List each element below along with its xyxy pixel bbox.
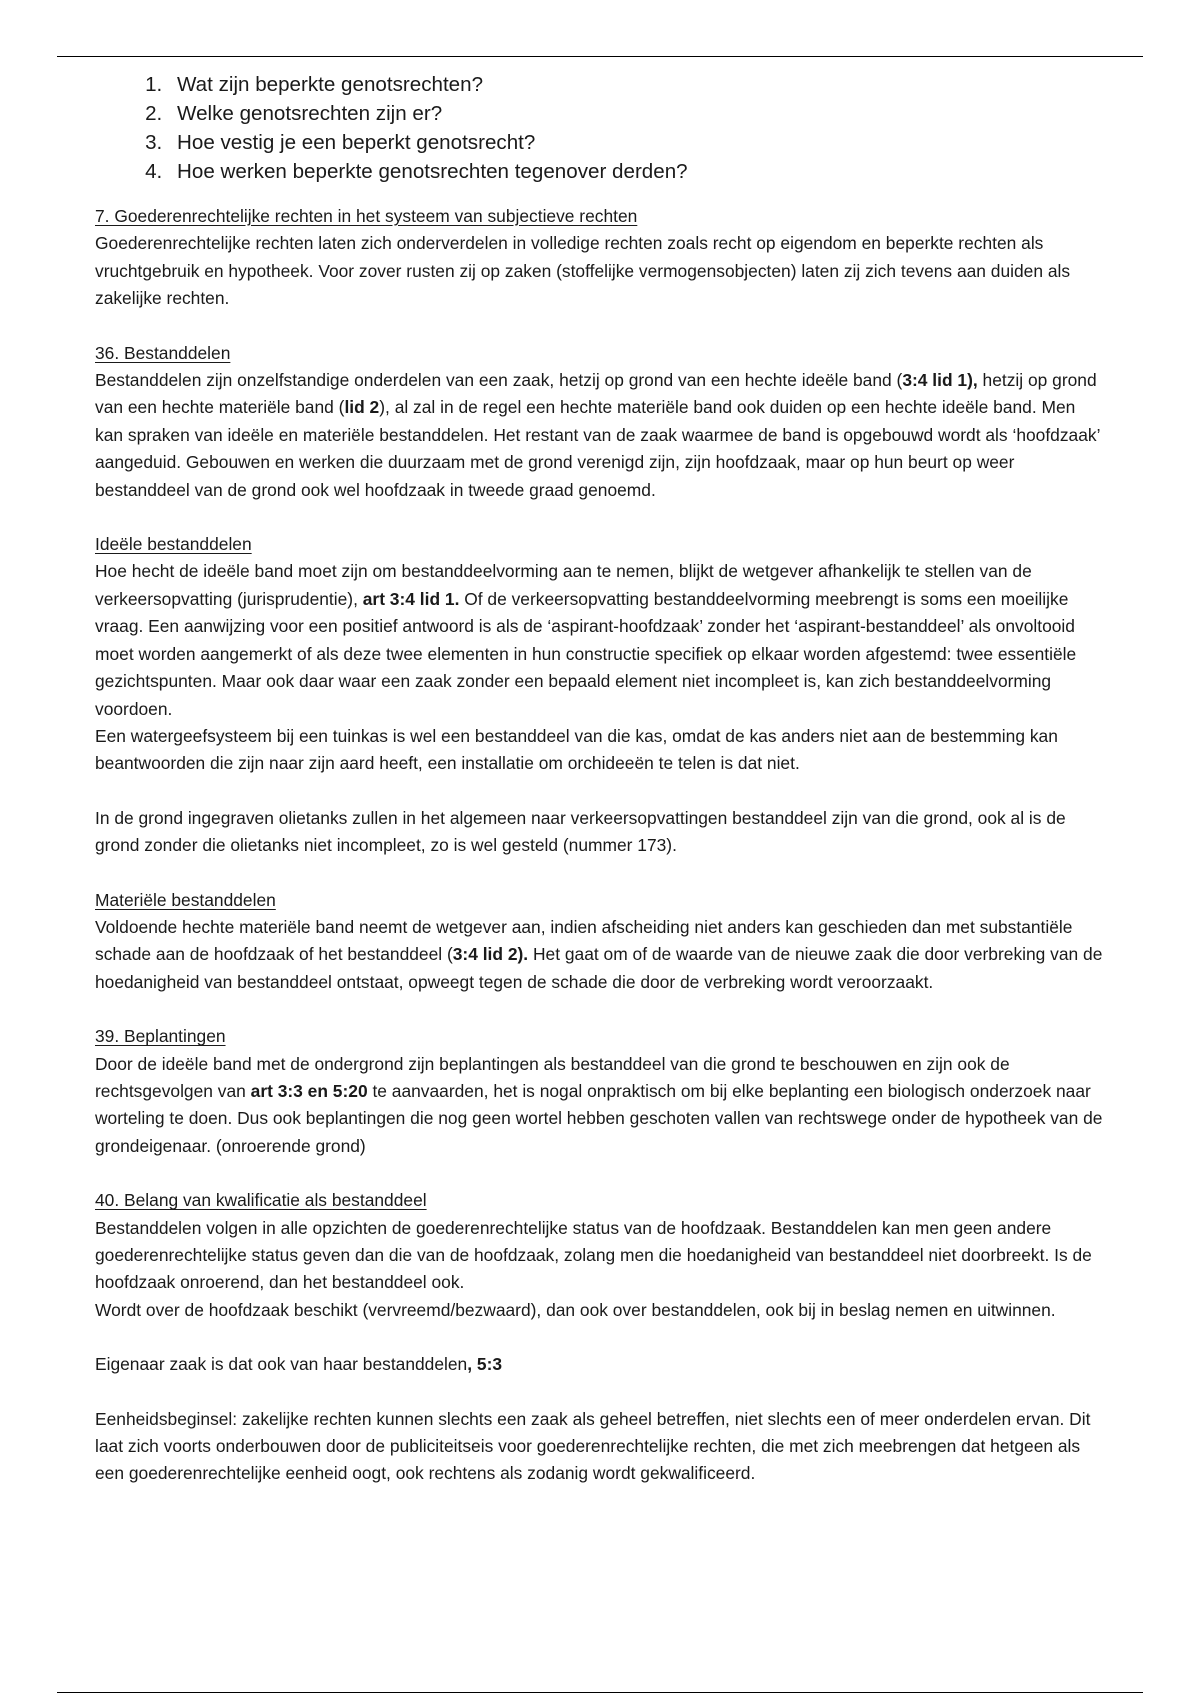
section-7 [95, 203, 1105, 313]
paragraph: Een watergeefsysteem bij een tuinkas is wel een bestanddeel van die kas, omdat de kas anders niet aan de bestemming kan beantwoorden die zijn naar zijn aard heeft, een installatie om orchideeën te telen is dat niet. [95, 725, 1058, 774]
text-run: Hoe hecht de ideële band moet zijn om bestanddeelvorming aan te nemen, blijkt de wetgever afhankelijk te stellen van de verkeersopvatting (jurisprudentie), [95, 561, 1032, 609]
document-page [95, 70, 1105, 1488]
text-run: Eigenaar zaak is dat ook van haar bestanddelen [95, 1354, 468, 1375]
paragraph [95, 1351, 1105, 1378]
text-run: Bestanddelen zijn onzelfstandige onderdelen van een zaak, hetzij op grond van een hechte ideële band ( [95, 370, 903, 391]
text-run: ), al zal in de regel een hechte materiële band ook duiden op een hechte ideële band. Men kan spraken van ideële en materiële bestanddelen. Het restant van de zaak waarmee de band is opgebouwd wordt als ‘hoofdzaak’ aangeduid. Gebouwen en werken die duurzaam met de grond verenigd zijn, zijn hoofdzaak, maar op hun beurt op weer bestanddeel van de grond ook wel hoofdzaak in tweede graad genoemd. [95, 397, 1100, 500]
section-heading: 36. Bestanddelen [95, 342, 231, 363]
question-list [95, 70, 1105, 186]
legal-reference: , 5:3 [467, 1354, 503, 1375]
paragraph [95, 367, 1105, 504]
text-run: Voldoende hechte materiële band neemt de wetgever aan, indien afscheiding niet anders kan geschieden dan met substantiële schade aan de hoofdzaak of het bestanddeel ( [95, 916, 1073, 965]
legal-reference: 3:4 lid 1), [902, 370, 978, 391]
paragraph [95, 558, 1105, 722]
section-heading: 40. Belang van kwalificatie als bestanddeel [95, 1190, 427, 1211]
text-run: Het gaat om of de waarde van de nieuwe zaak die door verbreking van de hoedanigheid van bestanddeel ontstaat, opweegt tegen de schade die door de verbreking wordt veroorzaakt. [95, 944, 1103, 992]
text-run: Of de verkeersopvatting bestanddeelvorming meebrengt is soms een moeilijke vraag. Een aanwijzing voor een positief antwoord is als de ‘aspirant-hoofdzaak’ zonder het ‘aspirant-bestanddeel’ als onvoltooid moet worden aangemerkt of als deze twee elementen in hun constructie specifiek op elkaar worden afgestemd: twee essentiële gezichtspunten. Maar ook daar waar een zaak zonder een bepaald element niet incompleet is, kan zich bestanddeelvorming voordoen. [95, 588, 1077, 719]
paragraph [95, 914, 1105, 996]
section-heading: 39. Beplantingen [95, 1026, 226, 1047]
section-ideele-bestanddelen [95, 531, 1105, 859]
legal-reference: art 3:3 en 5:20 [250, 1080, 368, 1101]
paragraph: Goederenrechtelijke rechten laten zich onderverdelen in volledige rechten zoals recht op eigendom en beperkte rechten als vruchtgebruik en hypotheek. Voor zover rusten zij op zaken (stoffelijke vermogensobjecten) laten zij zich tevens aan duiden als zakelijke rechten. [95, 233, 1071, 309]
paragraph [95, 1051, 1105, 1161]
paragraph: In de grond ingegraven olietanks zullen in het algemeen naar verkeersopvattingen bestanddeel zijn van die grond, ook al is de grond zonder die olietanks niet incompleet, zo is wel gesteld (nummer 173). [95, 807, 1066, 856]
text-run: te aanvaarden, het is nogal onpraktisch om bij elke beplanting een biologisch onderzoek naar worteling te doen. Dus ook beplantingen die nog geen wortel hebben geschoten vallen van rechtswege onder de hypotheek van de grondeigenaar. (onroerende grond) [95, 1080, 1103, 1156]
list-item: 1. Wat zijn beperkte genotsrechten? [168, 70, 1105, 99]
bottom-rule [57, 1692, 1143, 1693]
paragraph: Eenheidsbeginsel: zakelijke rechten kunnen slechts een zaak als geheel betreffen, niet slechts een of meer onderdelen ervan. Dit laat zich voorts onderbouwen door de publiciteitseis voor goederenrechtelijke rechten, die met zich meebrengen dat hetgeen als een goederenrechtelijke eenheid oogt, ook rechtens als zodanig wordt gekwalificeerd. [95, 1408, 1091, 1484]
text-run: Door de ideële band met de ondergrond zijn beplantingen als bestanddeel van die grond te beschouwen en zijn ook de rechtsgevolgen van [95, 1053, 1010, 1101]
paragraph: Bestanddelen volgen in alle opzichten de goederenrechtelijke status van de hoofdzaak. Bestanddelen kan men geen andere goederenrechtelijke status geven dan die van de hoofdzaak, zolang men die hoedanigheid van bestanddeel niet doorbreekt. Is de hoofdzaak onroerend, dan het bestanddeel ook. [95, 1217, 1092, 1293]
legal-reference: lid 2 [344, 397, 380, 418]
list-item: 3. Hoe vestig je een beperkt genotsrecht? [168, 128, 1105, 157]
section-heading: Ideële bestanddelen [95, 534, 252, 555]
paragraph: Wordt over de hoofdzaak beschikt (vervreemd/bezwaard), dan ook over bestanddelen, ook bij in beslag nemen en uitwinnen. [95, 1299, 1056, 1320]
section-40 [95, 1187, 1105, 1488]
text-run: hetzij op grond van een hechte materiële band ( [95, 370, 1097, 418]
section-36 [95, 340, 1105, 504]
legal-reference: 3:4 lid 2). [452, 944, 529, 965]
legal-reference: art 3:4 lid 1. [362, 588, 460, 609]
list-item: 4. Hoe werken beperkte genotsrechten tegenover derden? [168, 157, 1105, 186]
top-rule [57, 56, 1143, 57]
section-heading: Materiële bestanddelen [95, 889, 276, 910]
section-heading: 7. Goederenrechtelijke rechten in het systeem van subjectieve rechten [95, 206, 638, 226]
list-item: 2. Welke genotsrechten zijn er? [168, 99, 1105, 128]
section-materiele-bestanddelen [95, 887, 1105, 997]
section-39 [95, 1023, 1105, 1160]
